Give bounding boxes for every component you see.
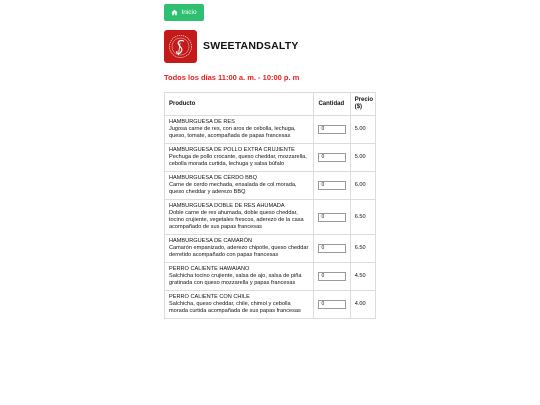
quantity-input[interactable] — [318, 272, 346, 281]
table-row — [165, 235, 376, 263]
product-name: PERRO CALIENTE HAWAIANO — [169, 266, 250, 272]
product-name: HAMBURGUESA DE RES — [169, 119, 235, 125]
product-cell — [165, 200, 314, 235]
product-name: HAMBURGUESA DE CERDO BBQ — [169, 175, 257, 181]
product-cell — [165, 172, 314, 200]
product-description: Camarón empanizado, aderezo chipotle, queso cheddar derretido acompañado con papas francesas — [169, 245, 309, 258]
quantity-input[interactable] — [318, 181, 346, 190]
quantity-cell — [314, 144, 350, 172]
price-cell: 6.50 — [350, 235, 375, 263]
quantity-input[interactable] — [318, 125, 346, 134]
price-cell: 4.50 — [350, 263, 375, 291]
menu-table — [164, 92, 376, 319]
product-cell — [165, 144, 314, 172]
product-cell — [165, 263, 314, 291]
table-row — [165, 116, 376, 144]
quantity-input[interactable] — [318, 213, 346, 222]
brand-name: SWEETANDSALTY — [203, 40, 299, 52]
header-price: Precio ($) — [350, 93, 375, 116]
product-cell — [165, 116, 314, 144]
home-icon — [171, 9, 178, 16]
quantity-input[interactable] — [318, 153, 346, 162]
product-description: Salchicha tocino crujiente, salsa de ajo, salsa de piña gratinada con queso mozzarella y papas francesas — [169, 273, 302, 286]
price-cell: 4.00 — [350, 291, 375, 319]
table-row — [165, 200, 376, 235]
product-description: Salchicha, queso cheddar, chile, chimol y cebolla morada curtida acompañada de sus papas francesas — [169, 301, 301, 314]
product-description: Jugosa carne de res, con aros de cebolla, lechuga, queso, tomate, acompañada de papas francesas — [169, 126, 296, 139]
table-header-row — [165, 93, 376, 116]
quantity-cell — [314, 291, 350, 319]
brand-logo — [164, 30, 197, 63]
product-description: Pechuga de pollo crocante, queso cheddar, mozzarella, cebolla morada curtida, lechuga y salsa búfalo — [169, 154, 307, 167]
price-cell: 6.00 — [350, 172, 375, 200]
quantity-cell — [314, 200, 350, 235]
opening-hours: Todos los días 11:00 a. m. - 10:00 p. m — [164, 73, 300, 82]
home-button-label: Inicio — [181, 9, 197, 16]
quantity-input[interactable] — [318, 300, 346, 309]
product-description: Carne de cerdo mechada, ensalada de col morada, queso cheddar y aderezo BBQ — [169, 182, 297, 195]
table-row — [165, 263, 376, 291]
table-row — [165, 144, 376, 172]
quantity-cell — [314, 235, 350, 263]
header-product: Producto — [165, 93, 314, 116]
home-button[interactable] — [164, 4, 204, 21]
price-cell: 5.00 — [350, 116, 375, 144]
quantity-cell — [314, 116, 350, 144]
product-description: Doble carne de res ahumada, doble queso cheddar, tocino crujiente, vegetales frescos, aderezo de la casa acompañado de sus papas francesas — [169, 210, 304, 230]
quantity-input[interactable] — [318, 244, 346, 253]
price-cell: 6.50 — [350, 200, 375, 235]
quantity-cell — [314, 263, 350, 291]
brand — [164, 28, 299, 64]
header-quantity: Cantidad — [314, 93, 350, 116]
product-name: HAMBURGUESA DE CAMARÓN — [169, 238, 252, 244]
product-name: PERRO CALIENTE CON CHILE — [169, 294, 250, 300]
product-name: HAMBURGUESA DE POLLO EXTRA CRUJIENTE — [169, 147, 295, 153]
product-cell — [165, 235, 314, 263]
product-cell — [165, 291, 314, 319]
table-row — [165, 172, 376, 200]
table-row — [165, 291, 376, 319]
product-name: HAMBURGUESA DOBLE DE RES AHUMADA — [169, 203, 285, 209]
quantity-cell — [314, 172, 350, 200]
price-cell: 5.00 — [350, 144, 375, 172]
